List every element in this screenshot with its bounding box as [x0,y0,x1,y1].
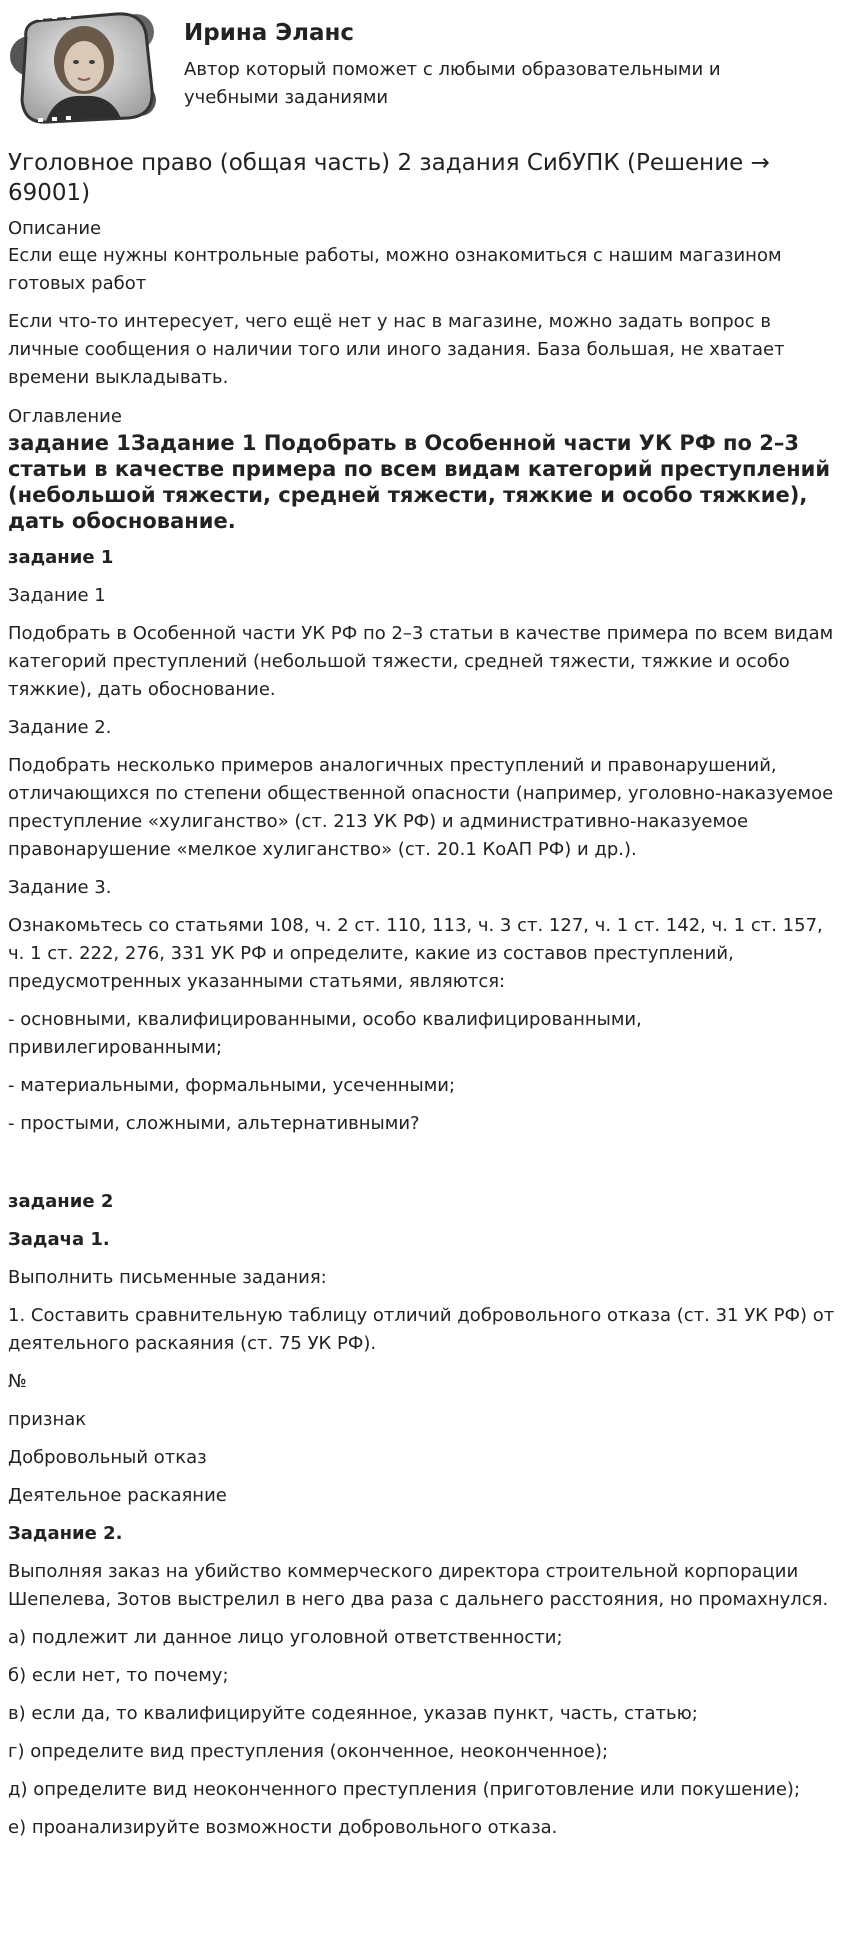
task1-paragraph: 1. Составить сравнительную таблицу отличий добровольного отказа (ст. 31 УК РФ) от деятельного раскаяния (ст. 75 УК РФ). [8,1305,835,1354]
section1-paragraph: Задание 3. [8,877,112,898]
section1-paragraph: - простыми, сложными, альтернативными? [8,1113,420,1134]
task2-paragraph: д) определите вид неоконченного преступления (приготовление или покушение); [8,1779,801,1800]
task2-paragraph: а) подлежит ли данное лицо уголовной ответственности; [8,1627,563,1648]
toc-label: Оглавление [8,406,122,427]
section1-paragraph: Подобрать несколько примеров аналогичных преступлений и правонарушений, отличающихся по степени общественной опасности (например, уголовно-наказуемое преступление «хулиганство» (ст. 213 УК РФ) и административно-наказуемое правонарушение «мелкое хулиганство» (ст. 20.1 КоАП РФ) и др.). [8,755,834,860]
author-card [8,8,838,128]
table-header-active-repentance: Деятельное раскаяние [8,1485,227,1506]
avatar-image [8,8,158,128]
author-description: Автор который поможет с любыми образовательными и учебными заданиями [184,59,721,108]
description-paragraph: Если еще нужны контрольные работы, можно ознакомиться с нашим магазином готовых работ [8,245,782,294]
section1-heading: задание 1 [8,547,114,568]
section1-paragraph: Ознакомьтесь со статьями 108, ч. 2 ст. 110, 113, ч. 3 ст. 127, ч. 1 ст. 142, ч. 1 ст. 157, ч. 1 ст. 222, 276, 331 УК РФ и определите, какие из составов преступлений, предусмотренных указанными статьями, являются: [8,915,823,992]
section2-heading: задание 2 [8,1191,114,1212]
spacer [8,1148,838,1188]
table-header-feature: признак [8,1409,87,1430]
author-name[interactable]: Ирина Эланс [184,20,355,46]
section1-paragraph: - материальными, формальными, усеченными; [8,1075,456,1096]
section1-paragraph: Подобрать в Особенной части УК РФ по 2–3 статьи в качестве примера по всем видам категорий преступлений (небольшой тяжести, средней тяжести, тяжкие и особо тяжкие), дать обоснование. [8,623,834,700]
task2-paragraph: Выполняя заказ на убийство коммерческого директора строительной корпорации Шепелева, Зотов выстрелил в него два раза с дальнего расстояния, но промахнулся. [8,1561,829,1610]
toc-heading[interactable]: задание 1Задание 1 Подобрать в Особенной части УК РФ по 2–3 статьи в качестве примера по всем видам категорий преступлений (небольшой тяжести, средней тяжести, тяжкие и особо тяжкие), дать обоснование. [8,431,831,533]
page-title: Уголовное право (общая часть) 2 задания СибУПК (Решение → 69001) [8,150,770,206]
task2-paragraph: е) проанализируйте возможности добровольного отказа. [8,1817,558,1838]
section1-paragraph: Задание 1 [8,585,106,606]
section1-paragraph: - основными, квалифицированными, особо квалифицированными, привилегированными; [8,1009,642,1058]
table-header-number: № [8,1371,27,1392]
task2-paragraph: г) определите вид преступления (оконченное, неоконченное); [8,1741,609,1762]
section1-paragraph: Задание 2. [8,717,112,738]
description-paragraph: Если что-то интересует, чего ещё нет у нас в магазине, можно задать вопрос в личные сообщения о наличии того или иного задания. База большая, не хватает времени выкладывать. [8,311,785,388]
avatar[interactable] [8,8,158,128]
task1-heading: Задача 1. [8,1229,110,1250]
task2-heading: Задание 2. [8,1523,123,1544]
task1-paragraph: Выполнить письменные задания: [8,1267,327,1288]
description-label: Описание [8,218,102,239]
task2-paragraph: в) если да, то квалифицируйте содеянное, указав пункт, часть, статью; [8,1703,698,1724]
task2-paragraph: б) если нет, то почему; [8,1665,229,1686]
table-header-voluntary-refusal: Добровольный отказ [8,1447,207,1468]
content [8,216,838,1852]
